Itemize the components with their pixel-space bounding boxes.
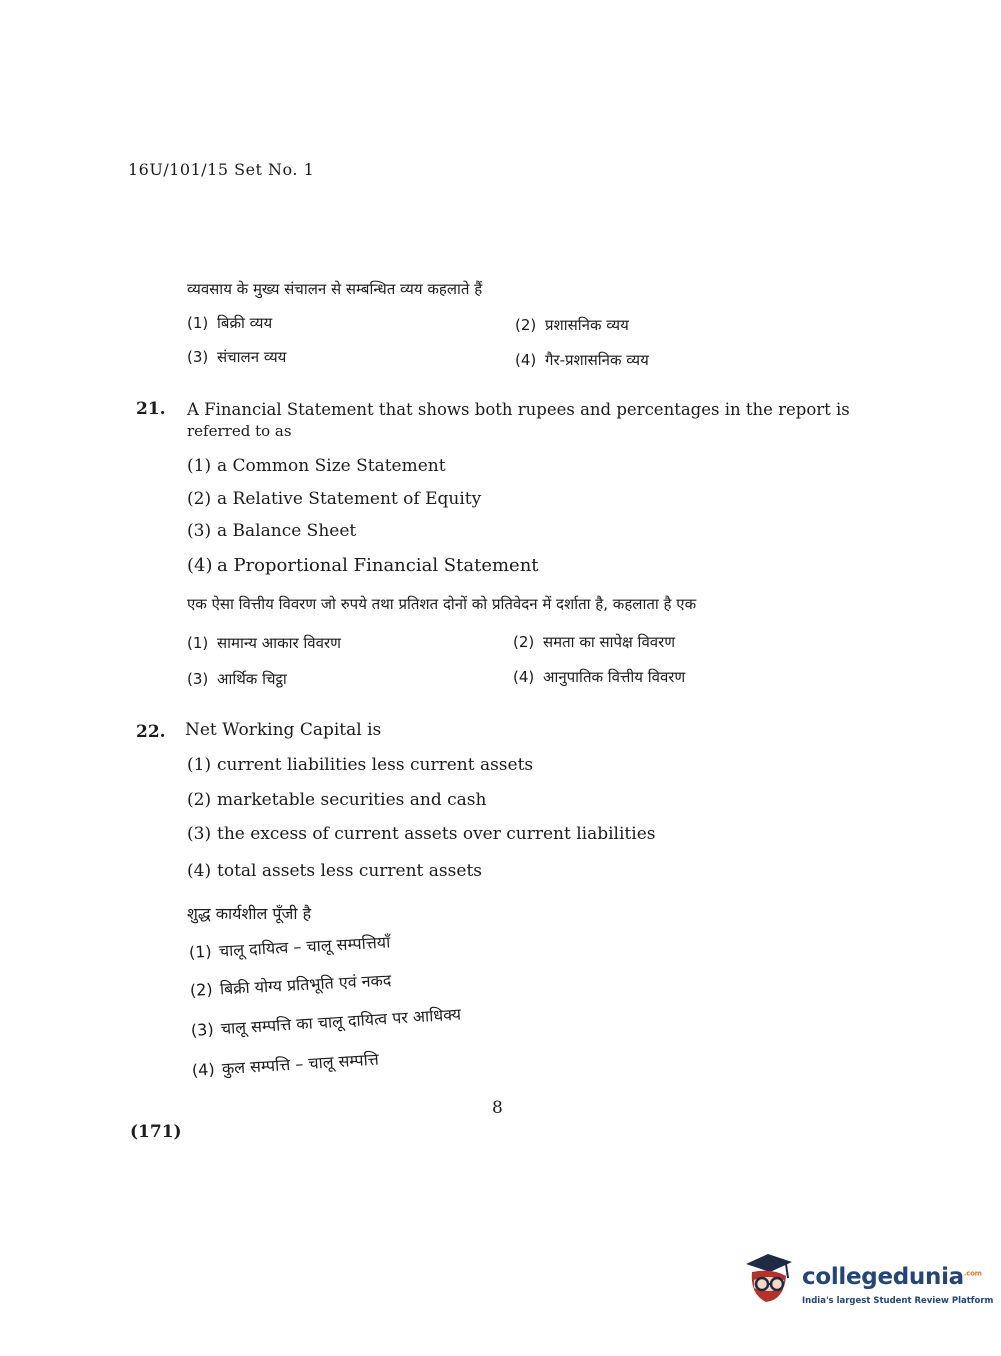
q21-number: 21.	[136, 399, 166, 419]
set-number-header: 16U/101/15 Set No. 1	[128, 160, 315, 179]
collegedunia-mascot-icon	[742, 1250, 800, 1316]
q20-hindi-option-3: (3) संचालन व्यय	[187, 348, 287, 366]
q22-option-3: (3) the excess of current assets over current liabilities	[187, 824, 656, 844]
q20-hindi-option-4: (4) गैर-प्रशासनिक व्यय	[515, 351, 649, 369]
q21-option-4: (4) a Proportional Financial Statement	[187, 555, 539, 576]
q22-hindi-stem: शुद्ध कार्यशील पूँजी है	[187, 904, 312, 923]
q21-hindi-stem: एक ऐसा वित्तीय विवरण जो रुपये तथा प्रतिशत दोनों को प्रतिवेदन में दर्शाता है, कहलाता है एक	[187, 595, 697, 613]
q22-number: 22.	[136, 722, 166, 742]
q21-stem-line1: A Financial Statement that shows both rupees and percentages in the report is	[187, 400, 850, 419]
q22-option-1: (1) current liabilities less current assets	[187, 755, 534, 775]
q21-hindi-option-2: (2) समता का सापेक्ष विवरण	[513, 633, 676, 651]
watermark-brand: collegedunia$^{.com}$	[802, 1264, 982, 1290]
q22-hindi-option-4: (4) कुल सम्पत्ति – चालू सम्पत्ति	[191, 1049, 380, 1080]
q21-hindi-option-1: (1) सामान्य आकार विवरण	[187, 634, 341, 652]
q21-option-1: (1) a Common Size Statement	[187, 456, 446, 476]
page-number: 8	[492, 1098, 503, 1118]
q21-hindi-option-4: (4) आनुपातिक वित्तीय विवरण	[513, 668, 686, 686]
paper-code: (171)	[130, 1122, 182, 1142]
q22-option-2: (2) marketable securities and cash	[187, 790, 487, 810]
q22-hindi-option-3: (3) चालू सम्पत्ति का चालू दायित्व पर आधिक्य	[190, 1004, 462, 1040]
q21-option-3: (3) a Balance Sheet	[187, 521, 357, 541]
q20-hindi-option-1: (1) बिक्री व्यय	[187, 314, 273, 332]
q21-option-2: (2) a Relative Statement of Equity	[187, 489, 482, 509]
watermark-tagline: India's largest Student Review Platform	[802, 1296, 994, 1306]
q22-hindi-option-2: (2) बिक्री योग्य प्रतिभूति एवं नकद	[189, 970, 392, 1000]
q21-stem-line2: referred to as	[187, 422, 292, 440]
q22-hindi-option-1: (1) चालू दायित्व – चालू सम्पत्तियाँ	[188, 932, 391, 962]
collegedunia-watermark	[742, 1250, 994, 1316]
q20-hindi-option-2: (2) प्रशासनिक व्यय	[515, 316, 629, 334]
q20-hindi-stem: व्यवसाय के मुख्य संचालन से सम्बन्धित व्यय कहलाते हैं	[187, 280, 483, 298]
q22-option-4: (4) total assets less current assets	[187, 861, 482, 881]
q22-stem: Net Working Capital is	[185, 720, 382, 740]
q21-hindi-option-3: (3) आर्थिक चिट्ठा	[187, 670, 287, 688]
